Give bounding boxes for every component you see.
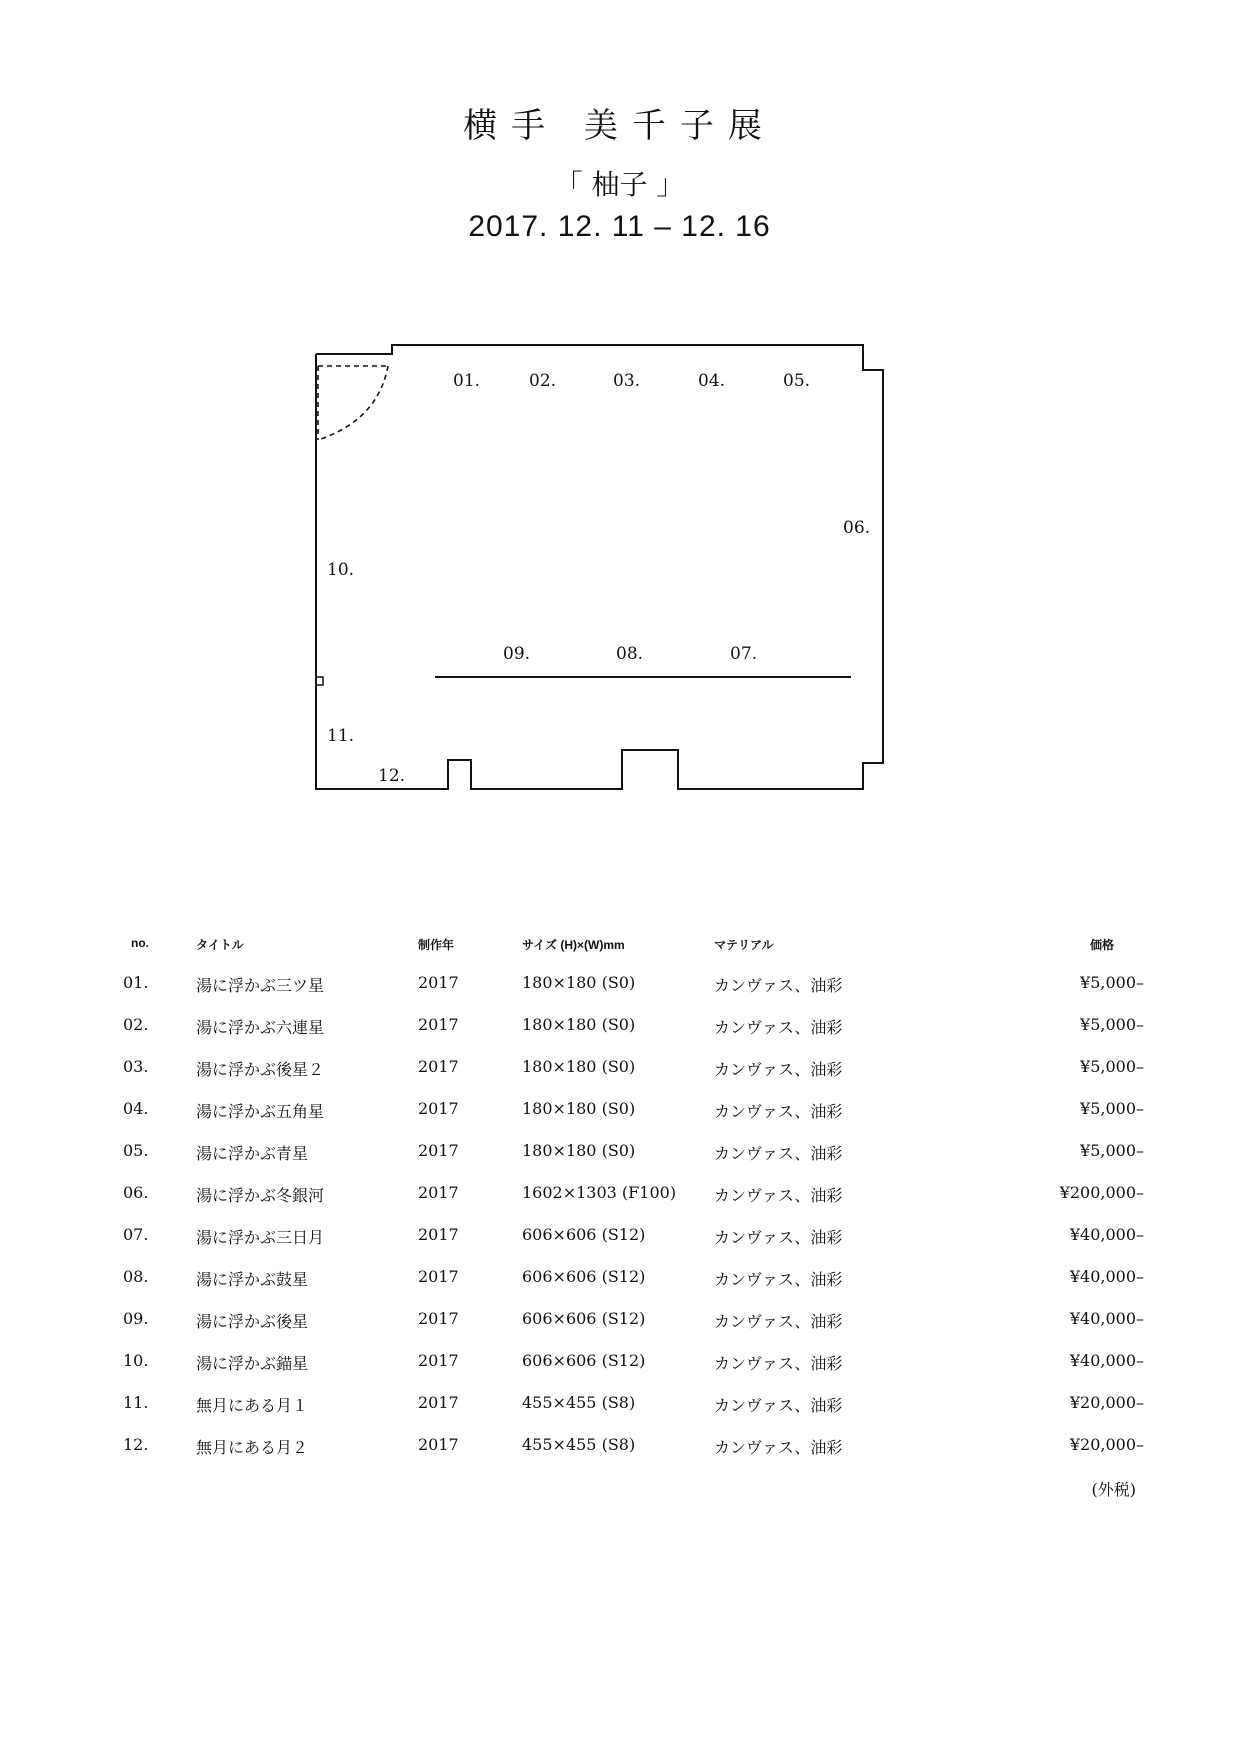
cell-size: 180×180 (S0) [522, 973, 636, 992]
plan-label-10: 10. [327, 560, 355, 580]
plan-label-03: 03. [613, 371, 641, 391]
cell-year: 2017 [418, 1183, 459, 1202]
cell-year: 2017 [418, 1351, 459, 1370]
cell-price: ¥5,000– [1080, 1099, 1144, 1118]
cell-no: 04. [123, 1099, 149, 1118]
tax-note: (外税) [1091, 1480, 1136, 1499]
cell-size: 606×606 (S12) [522, 1225, 646, 1244]
floor-plan [0, 0, 1239, 820]
cell-material: カンヴァス、油彩 [714, 1060, 843, 1079]
plan-label-11: 11. [327, 726, 355, 746]
cell-no: 12. [123, 1435, 149, 1454]
gallery-wall-outline [316, 345, 883, 789]
cell-price: ¥5,000– [1080, 973, 1144, 992]
plan-label-02: 02. [529, 371, 557, 391]
cell-year: 2017 [418, 1015, 459, 1034]
cell-material: カンヴァス、油彩 [714, 1186, 843, 1205]
cell-no: 09. [123, 1309, 149, 1328]
exhibition-dates: 2017. 12. 11 – 12. 16 [468, 210, 771, 243]
cell-size: 455×455 (S8) [522, 1393, 636, 1412]
cell-price: ¥40,000– [1069, 1351, 1144, 1370]
header-no: no. [131, 936, 149, 950]
cell-size: 180×180 (S0) [522, 1057, 636, 1076]
plan-label-04: 04. [698, 371, 726, 391]
cell-year: 2017 [418, 1267, 459, 1286]
cell-title: 無月にある月１ [196, 1396, 309, 1415]
door-swing-arc [318, 366, 388, 440]
cell-material: カンヴァス、油彩 [714, 1312, 843, 1331]
cell-size: 606×606 (S12) [522, 1267, 646, 1286]
cell-title: 湯に浮かぶ六連星 [196, 1018, 325, 1037]
cell-price: ¥200,000– [1059, 1183, 1144, 1202]
cell-title: 湯に浮かぶ錨星 [196, 1354, 309, 1373]
cell-year: 2017 [418, 1435, 459, 1454]
cell-year: 2017 [418, 1141, 459, 1160]
cell-material: カンヴァス、油彩 [714, 1270, 843, 1289]
cell-title: 湯に浮かぶ三ツ星 [196, 976, 325, 995]
cell-material: カンヴァス、油彩 [714, 1396, 843, 1415]
cell-no: 03. [123, 1057, 149, 1076]
cell-title: 湯に浮かぶ青星 [196, 1144, 309, 1163]
header-title: タイトル [196, 938, 244, 952]
plan-label-06: 06. [843, 518, 871, 538]
plan-label-09: 09. [503, 644, 531, 664]
cell-year: 2017 [418, 1225, 459, 1244]
cell-size: 180×180 (S0) [522, 1015, 636, 1034]
cell-title: 湯に浮かぶ後星２ [196, 1060, 325, 1079]
cell-title: 湯に浮かぶ五角星 [196, 1102, 325, 1121]
cell-size: 455×455 (S8) [522, 1435, 636, 1454]
cell-price: ¥5,000– [1080, 1015, 1144, 1034]
header-size: サイズ (H)×(W)mm [522, 938, 625, 952]
cell-size: 606×606 (S12) [522, 1351, 646, 1370]
header-material: マテリアル [714, 938, 774, 952]
cell-material: カンヴァス、油彩 [714, 1144, 843, 1163]
cell-material: カンヴァス、油彩 [714, 1354, 843, 1373]
cell-no: 10. [123, 1351, 149, 1370]
cell-year: 2017 [418, 1057, 459, 1076]
cell-year: 2017 [418, 1099, 459, 1118]
cell-material: カンヴァス、油彩 [714, 1438, 843, 1457]
cell-title: 無月にある月２ [196, 1438, 309, 1457]
cell-year: 2017 [418, 1309, 459, 1328]
cell-title: 湯に浮かぶ三日月 [196, 1228, 325, 1247]
cell-material: カンヴァス、油彩 [714, 976, 843, 995]
cell-title: 湯に浮かぶ鼓星 [196, 1270, 309, 1289]
cell-price: ¥5,000– [1080, 1141, 1144, 1160]
header-year: 制作年 [418, 938, 455, 952]
cell-no: 07. [123, 1225, 149, 1244]
plan-label-12: 12. [378, 766, 406, 786]
cell-price: ¥5,000– [1080, 1057, 1144, 1076]
plan-label-05: 05. [783, 371, 811, 391]
wall-notch [316, 677, 323, 685]
cell-no: 06. [123, 1183, 149, 1202]
exhibition-title: 横手 美千子展 [463, 106, 776, 146]
cell-title: 湯に浮かぶ後星 [196, 1312, 309, 1331]
plan-label-01: 01. [453, 371, 481, 391]
cell-material: カンヴァス、油彩 [714, 1228, 843, 1247]
cell-size: 606×606 (S12) [522, 1309, 646, 1328]
cell-no: 05. [123, 1141, 149, 1160]
cell-year: 2017 [418, 1393, 459, 1412]
cell-title: 湯に浮かぶ冬銀河 [196, 1186, 325, 1205]
cell-no: 11. [123, 1393, 149, 1412]
exhibition-subtitle: 「 柚子 」 [554, 168, 685, 201]
cell-year: 2017 [418, 973, 459, 992]
cell-no: 02. [123, 1015, 149, 1034]
cell-price: ¥40,000– [1069, 1267, 1144, 1286]
cell-no: 01. [123, 973, 149, 992]
cell-price: ¥40,000– [1069, 1225, 1144, 1244]
plan-label-08: 08. [616, 644, 644, 664]
cell-size: 1602×1303 (F100) [522, 1183, 677, 1202]
cell-material: カンヴァス、油彩 [714, 1102, 843, 1121]
plan-label-07: 07. [730, 644, 758, 664]
cell-price: ¥20,000– [1069, 1393, 1144, 1412]
cell-no: 08. [123, 1267, 149, 1286]
cell-size: 180×180 (S0) [522, 1141, 636, 1160]
header-price: 価格 [1089, 938, 1114, 952]
cell-material: カンヴァス、油彩 [714, 1018, 843, 1037]
cell-price: ¥20,000– [1069, 1435, 1144, 1454]
cell-price: ¥40,000– [1069, 1309, 1144, 1328]
cell-size: 180×180 (S0) [522, 1099, 636, 1118]
